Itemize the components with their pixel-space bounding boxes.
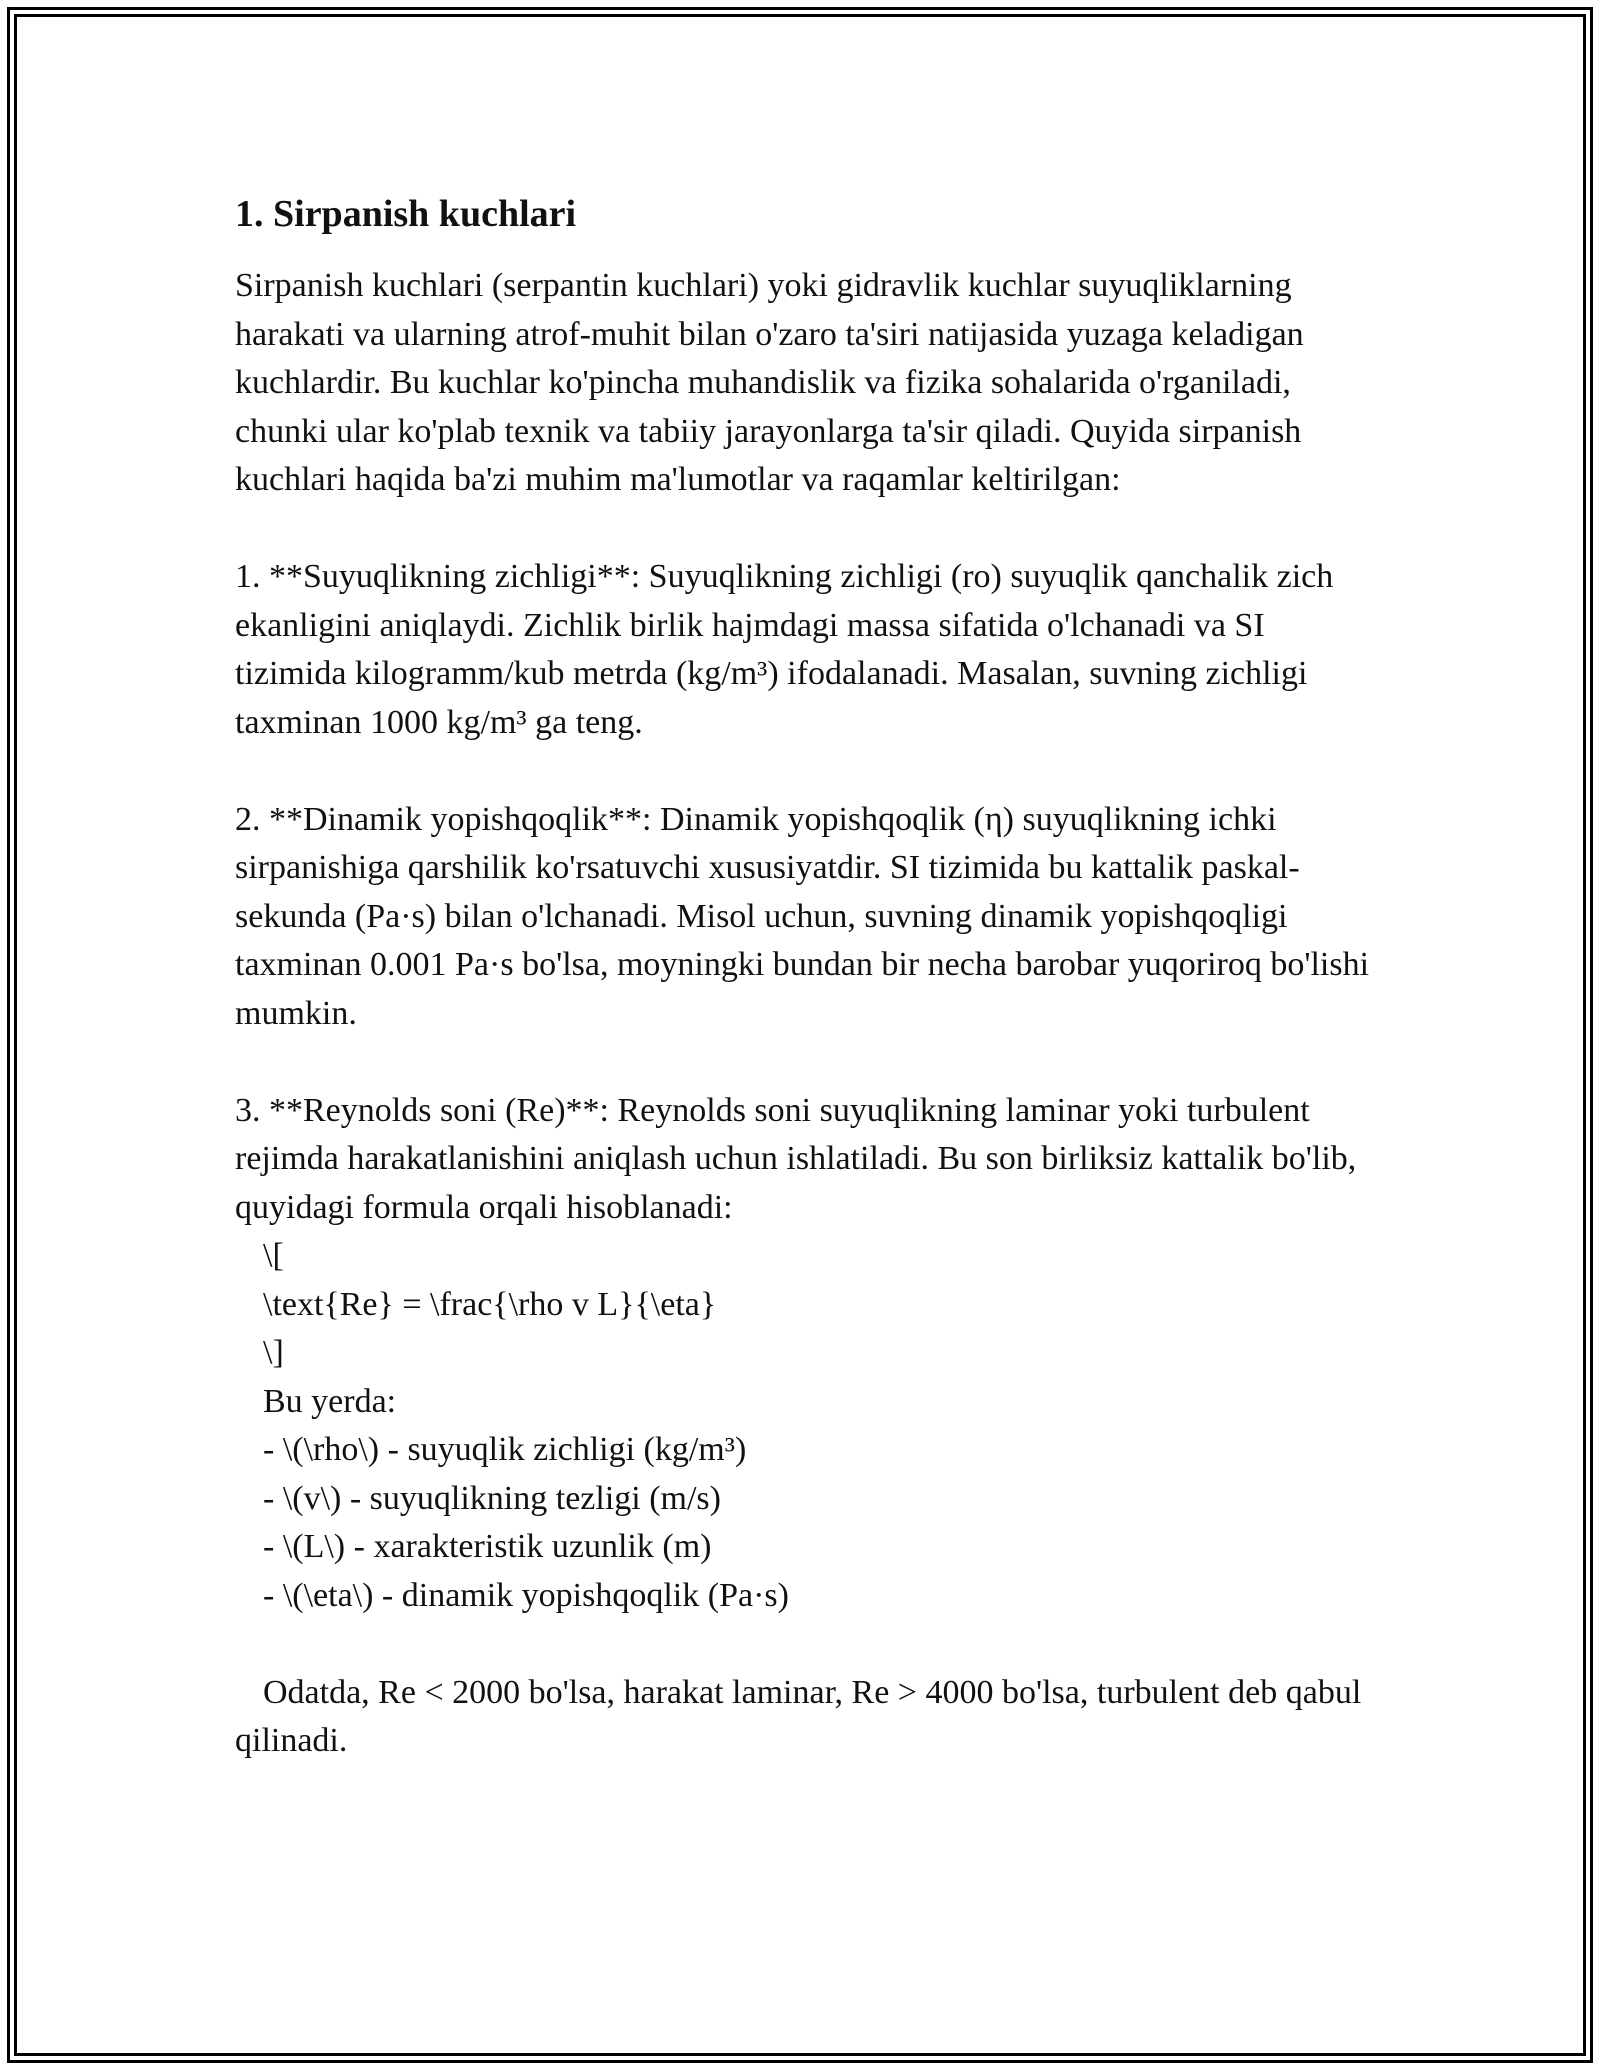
intro-paragraph: Sirpanish kuchlari (serpantin kuchlari) yoki gidravlik kuchlar suyuqliklarning harakati va ularning atrof-muhit bilan o'zaro ta'siri natijasida yuzaga keladigan kuchlardir. Bu kuchlar ko'pincha muhandislik va fizika sohalarida o'rganiladi, chunki ular ko'plab texnik va tabiiy jarayonlarga ta'sir qiladi. Quyida sirpanish kuchlari haqida ba'zi muhim ma'lumotlar va raqamlar keltirilgan: [235,267,1304,498]
list-item-viscosity: 2. **Dinamik yopishqoqlik**: Dinamik yopishqoqlik (η) suyuqlikning ichki sirpanishiga qarshilik ko'rsatuvchi xususiyatdir. SI tizimida bu kattalik paskal-sekunda (Pa·s) bilan o'lchanadi. Misol uchun, suvning dinamik yopishqoqligi taxminan 0.001 Pa·s bo'lsa, moyningki bundan bir necha barobar yuqoriroq bo'lishi mumkin. [235,800,1370,1032]
paragraph-gap [235,505,1375,554]
paragraph-gap [235,1620,1375,1669]
paragraph-gap [235,747,1375,796]
where-label: Bu yerda: [263,1382,397,1420]
formula-open: \[ [263,1237,284,1274]
formula-body: \text{Re} = \frac{\rho v L}{\eta} [263,1285,717,1323]
conclusion-paragraph [235,1669,1375,1766]
definition-l: - \(L\) - xarakteristik uzunlik (m) [263,1528,712,1565]
list-item-density: 1. **Suyuqlikning zichligi**: Suyuqlikning zichligi (ro) suyuqlik qanchalik zich ekanligini aniqlaydi. Zichlik birlik hajmdagi massa sifatida o'lchanadi va SI tizimida kilogramm/kub metrda (kg/m³) ifodalanadi. Masalan, suvning zichligi taxminan 1000 kg/m³ ga teng. [235,558,1334,741]
conclusion-text: Odatda, Re < 2000 bo'lsa, harakat laminar, Re > 4000 bo'lsa, turbulent deb qabul qilinadi. [235,1673,1362,1759]
definition-eta: - \(\eta\) - dinamik yopishqoqlik (Pa·s) [263,1576,789,1614]
formula-close: \] [263,1334,284,1371]
definition-rho: - \(\rho\) - suyuqlik zichligi (kg/m³) [263,1431,747,1468]
document-body [235,188,1375,1766]
list-item-reynolds: 3. **Reynolds soni (Re)**: Reynolds soni suyuqlikning laminar yoki turbulent rejimda harakatlanishini aniqlash uchun ishlatiladi. Bu son birliksiz kattalik bo'lib, quyidagi formula orqali hisoblanadi: [235,1091,1357,1226]
paragraph-gap [235,1038,1375,1087]
definition-v: - \(v\) - suyuqlikning tezligi (m/s) [263,1479,721,1517]
section-heading: 1. Sirpanish kuchlari [235,193,577,235]
